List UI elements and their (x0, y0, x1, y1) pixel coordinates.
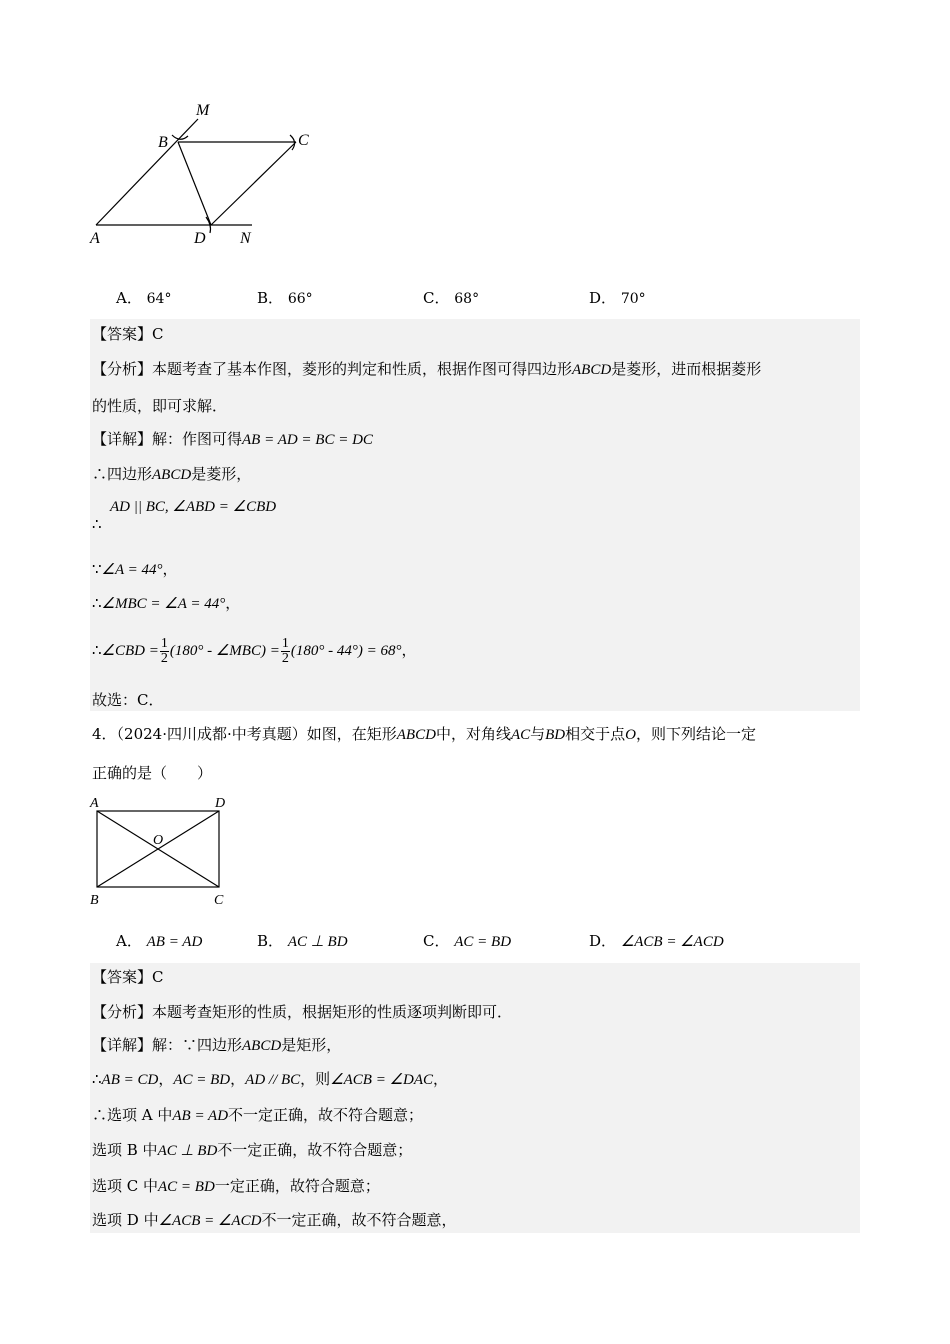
q4-stem-line2: 正确的是（ ） (92, 764, 213, 782)
q4-analysis: 【分析】本题考查矩形的性质，根据矩形的性质逐项判断即可． (92, 1003, 513, 1021)
q3-option-b: B． 66° (257, 289, 313, 307)
label-B: B (158, 134, 168, 151)
label-D: D (194, 230, 206, 247)
q3-step-3: ∵∠A = 44°， (92, 560, 178, 578)
label-B: B (90, 893, 99, 908)
q4-option-a: A． AB = AD (116, 932, 203, 950)
q4-option-c: C． AC = BD (423, 932, 512, 950)
q3-option-d: D． 70° (589, 289, 646, 307)
q3-answer: 【答案】C (92, 325, 164, 343)
rectangle-diagonals-figure (86, 792, 236, 910)
q3-step-1: ∴四边形ABCD是菱形， (92, 465, 252, 483)
q4-option-b: B． AC ⊥ BD (257, 932, 348, 950)
label-N: N (240, 230, 251, 247)
q4-detail-5: 选项 C 中AC = BD一定正确，故符合题意； (92, 1177, 380, 1195)
q4-detail-2: ∴AB = CD，AC = BD，AD // BC，则∠ACB = ∠DAC， (92, 1070, 449, 1088)
q3-step-5: ∴∠CBD = $\frac{1}{2}$ (180° - ∠MBC) = $\frac{1}{2}$ (180° - 44°) = 68°， (92, 635, 417, 666)
q3-choose: 故选：C． (92, 691, 164, 709)
label-C: C (298, 132, 309, 149)
q4-detail-6: 选项 D 中∠ACB = ∠ACD不一定正确，故不符合题意， (92, 1211, 457, 1229)
q4-detail-1: 【详解】解：∵四边形ABCD是矩形， (92, 1036, 342, 1054)
q4-answer: 【答案】C (92, 968, 164, 986)
label-D: D (215, 796, 226, 811)
q4-stem: 4．（2024·四川成都·中考真题）如图，在矩形ABCD中，对角线AC与BD相交于点O，则下列结论一定 (92, 725, 757, 743)
q4-option-d: D． ∠ACB = ∠ACD (589, 932, 724, 950)
rhombus-construction-figure (80, 95, 320, 255)
label-A: A (90, 230, 100, 247)
q3-step-4: ∴∠MBC = ∠A = 44°， (92, 594, 241, 612)
q3-option-a: A． 64° (116, 289, 172, 307)
q3-analysis-line2: 的性质，即可求解． (92, 397, 228, 415)
q3-analysis: 【分析】本题考查了基本作图，菱形的判定和性质，根据作图可得四边形ABCD是菱形，进而根据菱形 (92, 360, 762, 378)
q4-detail-4: 选项 B 中AC ⊥ BD不一定正确，故不符合题意； (92, 1141, 413, 1159)
label-C: C (214, 893, 224, 908)
q3-step-2-symbol: ∴ (92, 515, 102, 533)
q4-detail-3: ∴选项 A 中AB = AD不一定正确，故不符合题意； (92, 1106, 424, 1124)
q3-step-2-expr: AD || BC, ∠ABD = ∠CBD (110, 499, 277, 515)
label-M: M (196, 102, 210, 119)
label-O: O (153, 833, 164, 848)
q3-option-c: C． 68° (423, 289, 480, 307)
label-A: A (90, 796, 99, 811)
q3-detail: 【详解】解：作图可得AB = AD = BC = DC (92, 430, 373, 448)
